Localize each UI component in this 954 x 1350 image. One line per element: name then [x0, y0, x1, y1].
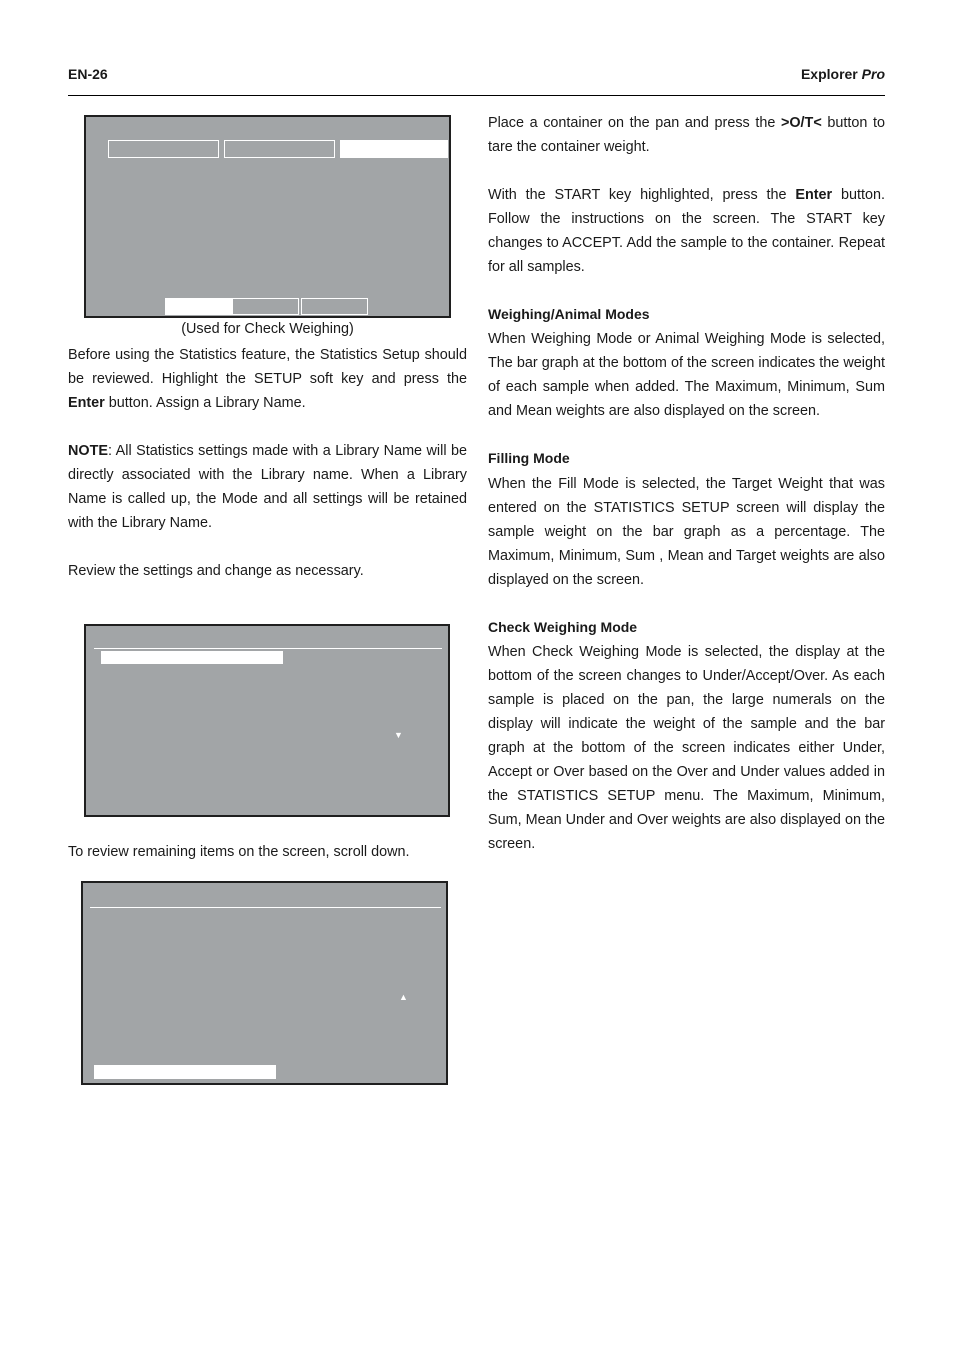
page-number: EN-26	[68, 66, 108, 82]
paragraph-check-weighing-mode: When Check Weighing Mode is selected, the display at the bottom of the screen changes to Under/Accept/Over. As each sample is placed on the pan, the large numerals on the display will indicate the weight of the sample and the bar graph at the bottom of the screen indicates either Under, Accept or Over based on the Over and Under values added in the STATISTICS SETUP menu. The Maximum, Minimum, Sum, Mean Under and Over weights are also displayed on the screen.	[488, 644, 885, 852]
heading-check-weighing-mode: Check Weighing Mode	[488, 619, 638, 635]
menu-title-rule	[94, 648, 442, 649]
paragraph-start: With the START key highlighted, press the Enter button. Follow the instructions on the screen. The START key changes to ACCEPT. Add the sample to the container. Repeat for all samples.	[488, 187, 885, 275]
paragraph-review: Review the settings and change as necessary.	[68, 563, 364, 579]
heading-weighing-modes: Weighing/Animal Modes	[488, 306, 650, 322]
product-model: Pro	[861, 66, 885, 82]
paragraph-scroll: To review remaining items on the screen, scroll down.	[68, 844, 410, 860]
top-field-1	[108, 140, 219, 158]
balance-screen-setup-menu-scrolled	[81, 881, 448, 1085]
top-field-2	[224, 140, 335, 158]
paragraph-note: NOTE: All Statistics settings made with a Library Name will be directly associated with the Library name. When a Library Name is called up, the Mode and all settings will be retained with the Library Name.	[68, 443, 467, 531]
product-title	[801, 66, 885, 82]
menu-title-rule	[90, 907, 441, 908]
softkey-1-highlighted	[165, 298, 232, 315]
menu-item-highlighted	[101, 651, 283, 664]
paragraph-filling-mode: When the Fill Mode is selected, the Target Weight that was entered on the STATISTICS SETUP screen will display the sample weight on the bar graph as a percentage. The Maximum, Minimum, Sum , Mean and Target weights are also displayed on the screen.	[488, 476, 885, 588]
screen-caption: (Used for Check Weighing)	[181, 321, 354, 337]
triangle-up-icon: ▲	[399, 992, 408, 1002]
triangle-down-icon: ▼	[394, 730, 403, 740]
balance-screen-setup-menu	[84, 624, 450, 817]
heading-filling-mode: Filling Mode	[488, 450, 570, 466]
menu-item-highlighted	[94, 1065, 276, 1079]
paragraph-weighing-modes: When Weighing Mode or Animal Weighing Mode is selected, The bar graph at the bottom of the screen indicates the weight of each sample when added. The Maximum, Minimum, Sum and Mean weights are also displayed on the screen.	[488, 331, 885, 419]
paragraph-statistics-setup: Before using the Statistics feature, the Statistics Setup should be reviewed. Highlight the SETUP soft key and press the Enter button. Assign a Library Name.	[68, 347, 467, 411]
paragraph-tare: Place a container on the pan and press the >O/T< button to tare the container weight.	[488, 115, 885, 155]
balance-screen-check-weighing	[84, 115, 451, 318]
softkey-3	[301, 298, 368, 315]
top-field-3-highlighted	[340, 140, 448, 158]
header-rule	[68, 95, 885, 96]
note-label: NOTE	[68, 443, 108, 459]
softkey-2	[232, 298, 299, 315]
product-name: Explorer	[800, 66, 858, 82]
